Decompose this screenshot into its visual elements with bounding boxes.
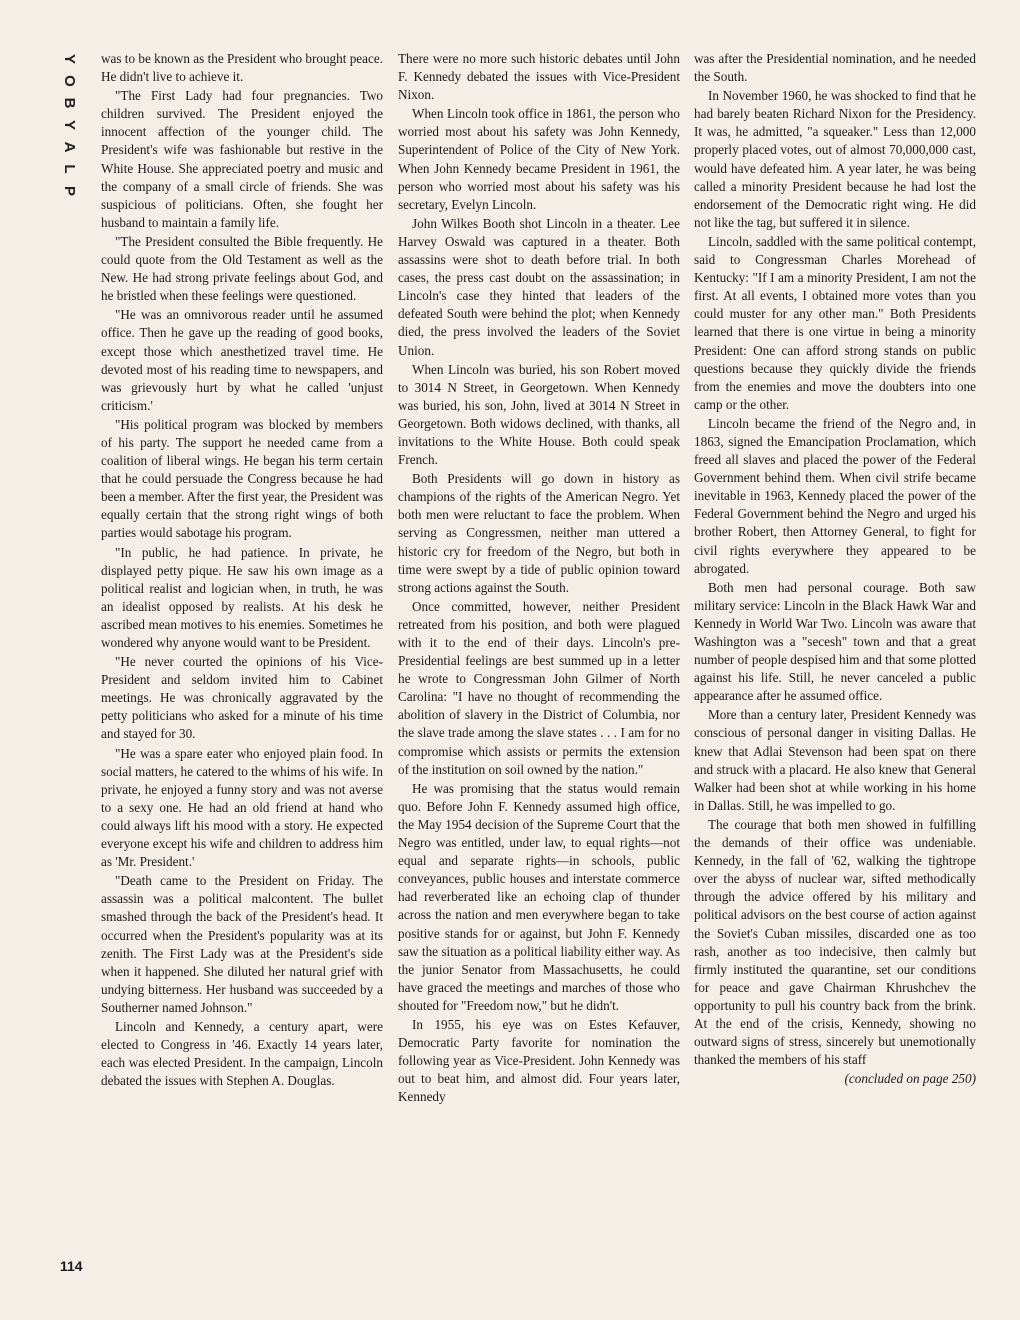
paragraph: When Lincoln was buried, his son Robert moved to 3014 N Street, in Georgetown. When Kennedy was buried, his son, John, lived at 3014 N Street in Georgetown. Both widows declined, with thanks, all invitations to the White House. Both could speak French. (398, 361, 680, 468)
article-column-3 (694, 50, 976, 1290)
paragraph: "His political program was blocked by members of his party. The support he needed came from a coalition of liberal wings. He began his term certain that he could persuade the Congress because he had been a member. After the first year, the President was equally certain that the strong right wings of both parties would sabotage his program. (101, 416, 383, 541)
paragraph: When Lincoln took office in 1861, the person who worried most about his safety was John Kennedy, Superintendent of Police of the City of New York. When John Kennedy became President in 1961, the person who worried most about his safety was his secretary, Evelyn Lincoln. (398, 106, 680, 212)
masthead-letter: B (61, 97, 78, 109)
paragraph: Lincoln became the friend of the Negro and, in 1863, signed the Emancipation Proclamation, which freed all slaves and placed the power of the Federal Government behind them. When civil strife became inevitable in 1963, Kennedy placed the power of the Federal Government behind the Negro and urged his brother Robert, then Attorney General, to fight for civil rights everywhere they appeared to be abrogated. (694, 415, 976, 576)
masthead-letter: Y (61, 53, 78, 64)
vertical-masthead (56, 48, 82, 202)
masthead-letter: A (61, 141, 78, 153)
paragraph: "He never courted the opinions of his Vice-President and seldom invited him to Cabinet meetings. He was chronically aggravated by the petty politicians who asked for a minute of his time and stayed for 30. (101, 654, 383, 742)
continuation-note: (concluded on page 250) (844, 1071, 976, 1087)
paragraph: More than a century later, President Kennedy was conscious of personal danger in visiting Dallas. He knew that Adlai Stevenson had been spat on there and struck with a placard. He also knew that General Walker had been shot at while working in his home in Dallas. Still, he was impelled to go. (694, 707, 976, 813)
paragraph: There were no more such historic debates until John F. Kennedy debated the issues with Vice-President Nixon. (398, 51, 680, 103)
paragraph: The courage that both men showed in fulfilling the demands of their office was undeniable. Kennedy, in the fall of '62, walking the tightrope over the abyss of nuclear war, sifted methodically through the advice offered by his military and political advisors on the best course of action against the Soviet's Cuban missiles, discarded one as too rash, another as too indecisive, then calmly but firmly instituted the quarantine, set our conditions for peace and gave Chairman Khrushchev the opportunity to pull his country back from the brink. At the end of the crisis, Kennedy, showing no outward signs of stress, sincerely but unemotionally thanked the members of his staff (694, 816, 976, 1068)
paragraph: John Wilkes Booth shot Lincoln in a theater. Lee Harvey Oswald was captured in a theater. Both assassins were shot to death before trial. In both cases, the press cast doubt on the assassination; in Lincoln's case they hinted that leaders of the defeated South were behind the plot; when Kennedy died, the press involved the leaders of the Soviet Union. (398, 215, 680, 358)
masthead-letter: P (61, 185, 78, 196)
paragraph: was after the Presidential nomination, and he needed the South. (694, 51, 976, 85)
paragraph: "The President consulted the Bible frequently. He could quote from the Old Testament as well as the New. He had strong private feelings about God, and he bristled when these feelings were questioned. (101, 233, 383, 304)
paragraph: Both Presidents will go down in history as champions of the rights of the American Negro. Yet both men were reluctant to face the problem. When serving as Congressmen, neither man uttered a historic cry for freedom of the Negro, but both in time were swept by a tide of public opinion toward strong actions against the South. (398, 471, 680, 595)
article-column-1 (101, 50, 383, 1290)
paragraph: In November 1960, he was shocked to find that he had barely beaten Richard Nixon for the Presidency. It was, he admitted, "a squeaker." Less than 12,000 properly placed votes, out of almost 70,000,000 cast, would have defeated him. A year later, he was being called a minority President because he had lost the endorsement of the Democratic right wing. He did not like the tag, but suffered it in silence. (694, 88, 976, 230)
masthead-letter: Y (61, 119, 78, 130)
article-column-2 (398, 50, 680, 1290)
page-number: 114 (60, 1258, 83, 1274)
paragraph: "He was a spare eater who enjoyed plain food. In social matters, he catered to the whims of his wife. In private, he enjoyed a funny story and was not averse to a sexy one. He had an old friend at hand who could always lift his mood with a story. He expected everyone except his wife and children to address him as 'Mr. President.' (101, 745, 383, 870)
paragraph: was to be known as the President who brought peace. He didn't live to achieve it. (101, 51, 383, 85)
paragraph: "He was an omnivorous reader until he assumed office. Then he gave up the reading of good books, except those which anesthetized travel time. He devoted most of his reading time to newspapers, and was grievously hurt by what he called 'unjust criticism.' (101, 307, 383, 413)
paragraph: "Death came to the President on Friday. The assassin was a political malcontent. The bullet smashed through the back of the President's head. It occurred when the President's popularity was at its zenith. The First Lady was at the President's side when it happened. She diluted her natural grief with undying bitterness. Her husband was succeeded by a Southerner named Johnson." (101, 873, 383, 1015)
paragraph: Lincoln and Kennedy, a century apart, were elected to Congress in '46. Exactly 14 years later, each was elected President. In the campaign, Lincoln debated the issues with Stephen A. Douglas. (101, 1018, 383, 1089)
paragraph: Lincoln, saddled with the same political contempt, said to Congressman Charles Morehead of Kentucky: "If I am a minority President, I am not the first. At all events, I obtained more votes than you could muster for any other man." Both Presidents learned that there is one virtue in being a minority President: One can afford strong stands on public questions because they quickly divide the friends from the enemies and move the doubters into one camp or the other. (694, 233, 976, 412)
masthead-letter: O (61, 75, 78, 87)
masthead-letter: L (61, 164, 78, 174)
paragraph: Both men had personal courage. Both saw military service: Lincoln in the Black Hawk War and Kennedy in World War Two. Lincoln was aware that Washington was a "secesh" town and that a great number of people despised him and that some plotted against his life. Still, he never canceled a public appearance after he assumed office. (694, 579, 976, 704)
paragraph: He was promising that the status would remain quo. Before John F. Kennedy assumed high office, the May 1954 decision of the Supreme Court that the Negro was entitled, under law, to equal rights—not equal and separate rights—in schools, public conveyances, public houses and interstate commerce had reverberated like an echoing clap of thunder across the nation and men everywhere began to take positive stands for or against, but John F. Kennedy saw the situation as a political liability either way. As the junior Senator from Massachusetts, he could have graced the meetings and marches of those who shouted for "Freedom now," but he didn't. (398, 780, 680, 1013)
paragraph: Once committed, however, neither President retreated from his position, and both were plagued with it to the end of their days. Lincoln's pre-Presidential feelings are best summed up in a letter he wrote to Congressman John Gilmer of North Carolina: "I have no thought of recommending the abolition of slavery in the District of Columbia, nor the slave trade among the slave states . . . I am for no compromise which assists or permits the extension of the institution on soil owned by the nation." (398, 598, 680, 777)
paragraph: "The First Lady had four pregnancies. Two children survived. The President enjoyed the innocent affection of the younger child. The President's wife was fashionable but restive in the White House. She appreciated poetry and music and the company of a small circle of friends. She was suspicious of politicians. Often, she fought her husband to maintain a family life. (101, 88, 383, 230)
paragraph: "In public, he had patience. In private, he displayed petty pique. He saw his own image as a political realist and logician when, in truth, he was an idealist opposed by realists. At his desk he ascribed mean motives to his enemies. Sometimes he wondered why anyone would want to be President. (101, 544, 383, 650)
paragraph: In 1955, his eye was on Estes Kefauver, Democratic Party favorite for nomination the following year as Vice-President. John Kennedy was out to beat him, and almost did. Four years later, Kennedy (398, 1016, 680, 1105)
